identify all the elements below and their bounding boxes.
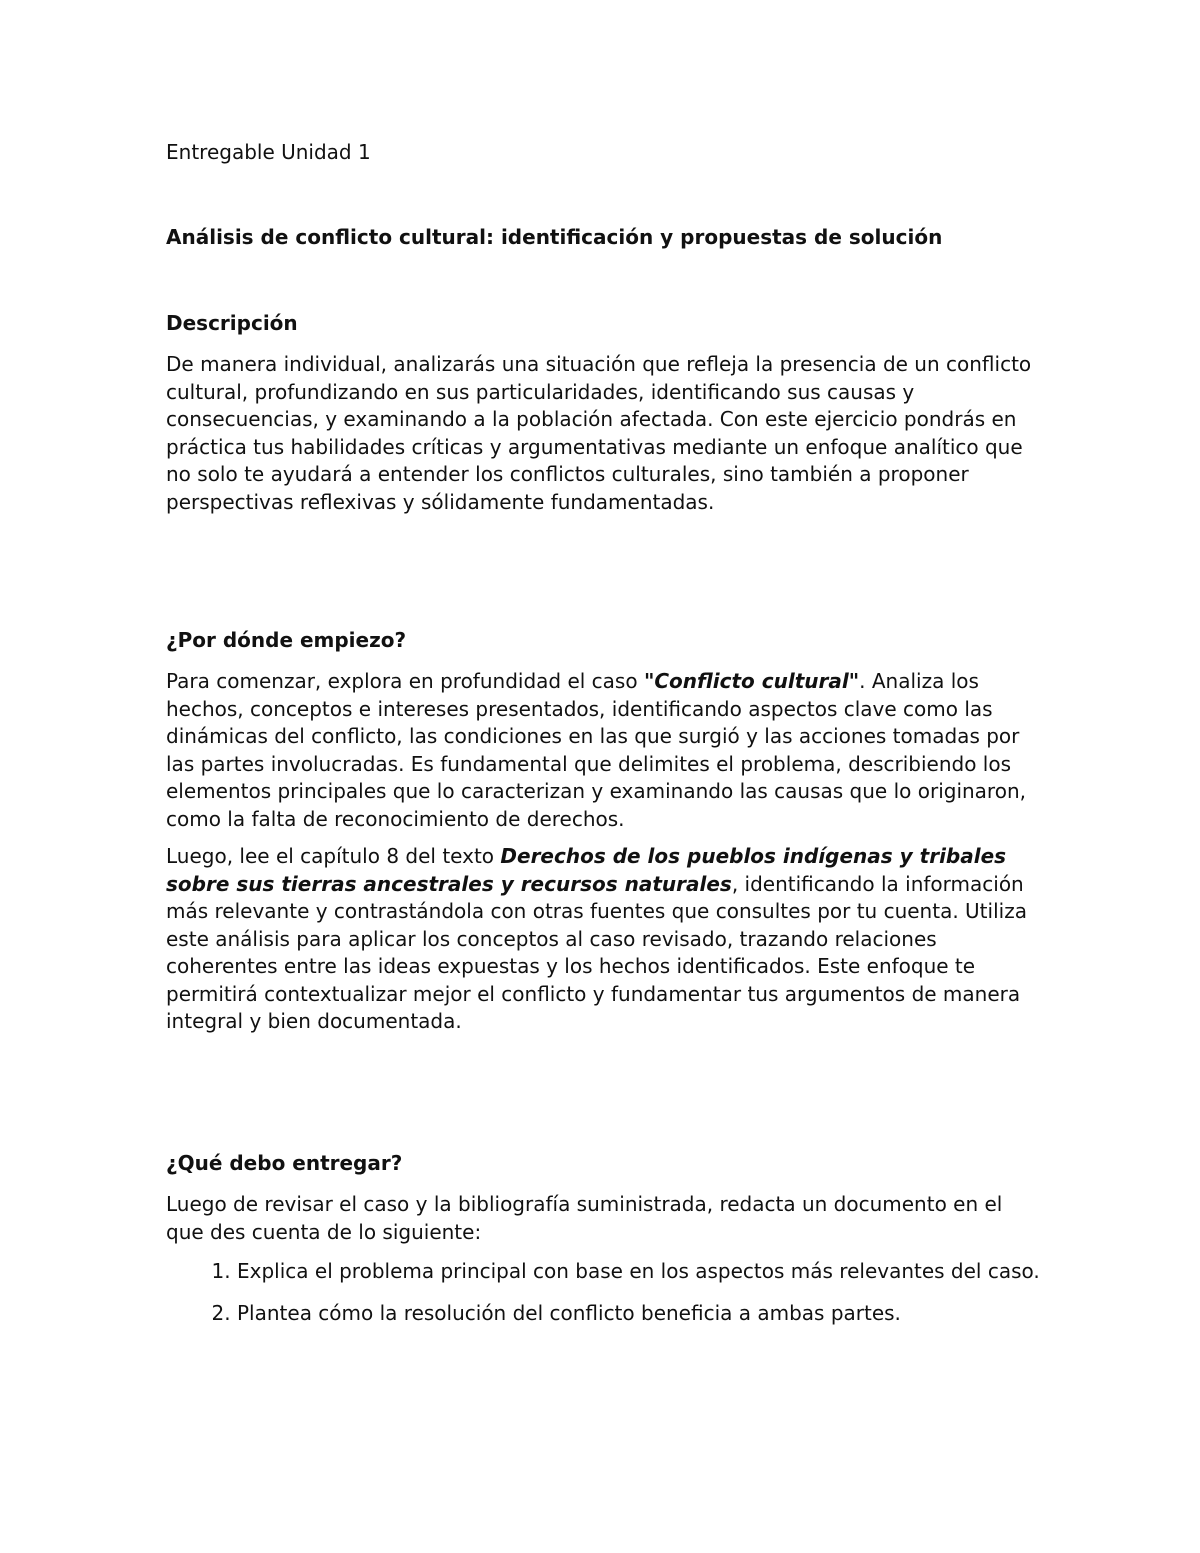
- book-title: Derechos de los pueblos indígenas y tribales sobre sus tierras ancestrales y recursos naturales: [166, 844, 1007, 896]
- main-heading: Análisis de conflicto cultural: identificación y propuestas de solución: [166, 225, 943, 249]
- start-p1-rest: . Analiza los hechos, conceptos e intereses presentados, identificando aspectos clave como las dinámicas del conflicto, las condiciones en las que surgió y las acciones tomadas por las partes involucradas. Es fundamental que delimites el problema, describiendo los elementos principales que lo caracterizan y examinando las causas que lo originaron, como la falta de reconocimiento de derechos.: [166, 669, 1026, 831]
- description-section: [166, 310, 1046, 526]
- list-item: 2. Plantea cómo la resolución del conflicto beneficia a ambas partes.: [237, 1300, 1046, 1328]
- case-quote-open: ": [643, 669, 655, 693]
- deliverables-list: [166, 1258, 1046, 1327]
- start-heading: ¿Por dónde empiezo?: [166, 628, 407, 652]
- start-paragraph-1: [166, 668, 1046, 833]
- case-name: Conflicto cultural: [654, 669, 849, 693]
- start-p2-rest: , identificando la información más relevante y contrastándola con otras fuentes que consultes por tu cuenta. Utiliza este análisis para aplicar los conceptos al caso revisado, trazando relaciones coherentes entre las ideas expuestas y los hechos identificados. Este enfoque te permitirá contextualizar mejor el conflicto y fundamentar tus argumentos de manera integral y bien documentada.: [166, 871, 1027, 1033]
- description-heading: Descripción: [166, 311, 298, 335]
- deliver-heading: ¿Qué debo entregar?: [166, 1151, 403, 1175]
- start-paragraph-2: [166, 843, 1046, 1036]
- start-p1-lead: Para comenzar, explora en profundidad el caso: [166, 669, 644, 693]
- list-item: 1. Explica el problema principal con base en los aspectos más relevantes del caso.: [237, 1258, 1046, 1286]
- start-section: [166, 627, 1046, 1046]
- deliver-intro: Luego de revisar el caso y la bibliografía suministrada, redacta un documento en el que des cuenta de lo siguiente:: [166, 1192, 1003, 1244]
- description-paragraph: De manera individual, analizarás una situación que refleja la presencia de un conflicto cultural, profundizando en sus particularidades, identificando sus causas y consecuencias, y examinando a la población afectada. Con este ejercicio pondrás en práctica tus habilidades críticas y argumentativas mediante un enfoque analítico que no solo te ayudará a entender los conflictos culturales, sino también a proponer perspectivas reflexivas y sólidamente fundamentadas.: [166, 352, 1032, 514]
- case-quote-close: ": [848, 669, 860, 693]
- start-p2-lead: Luego, lee el capítulo 8 del texto: [166, 844, 501, 868]
- deliver-section: [166, 1150, 1046, 1341]
- document-title: Entregable Unidad 1: [166, 140, 371, 164]
